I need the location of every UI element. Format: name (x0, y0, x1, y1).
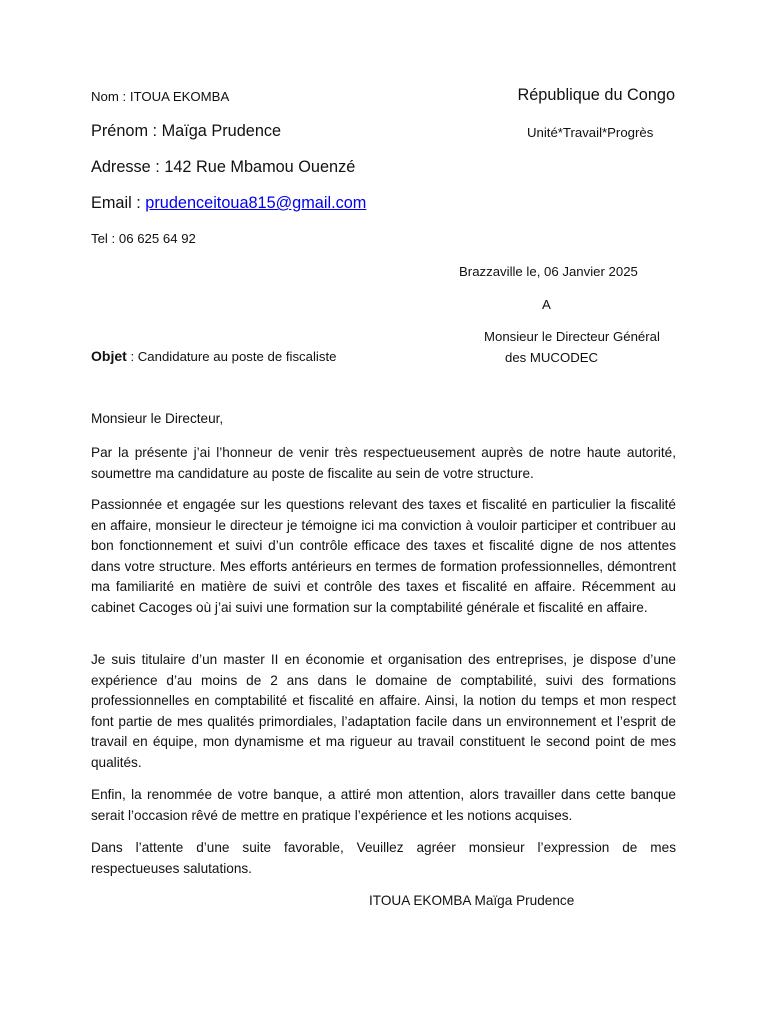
country-name: République du Congo (517, 86, 675, 104)
tel-label: Tel : (91, 231, 119, 246)
paragraph-5 (91, 838, 676, 879)
salutation: Monsieur le Directeur, (91, 411, 224, 426)
paragraph-2-text: Passionnée et engagée sur les questions relevant des taxes et fiscalité en particulier la fiscalité en affaire, monsieur le directeur je témoigne ici ma conviction à vouloir participer et contribuer au bon fonctionnement et suivi d’un contrôle efficace des taxes et fiscalité digne de nos attentes dans votre structure. Mes efforts antérieurs en termes de formation professionnelles, démontrent ma familiarité en matière de suivi et contrôle des taxes et fiscalité en affaire. Récemment au cabinet Cacoges où j’ai suivi une formation sur la comptabilité générale et fiscalité en affaire. (91, 497, 676, 615)
paragraph-3 (91, 650, 676, 774)
paragraph-2 (91, 495, 676, 619)
sender-adresse: 142 Rue Mbamou Ouenzé (164, 158, 356, 176)
country-motto: Unité*Travail*Progrès (527, 125, 654, 140)
sender-name-line (91, 89, 229, 104)
recipient-line-1: Monsieur le Directeur Général (484, 329, 660, 344)
sender-tel: 06 625 64 92 (118, 231, 196, 246)
prenom-label: Prénom : (91, 122, 162, 140)
recipient-a: A (542, 297, 551, 312)
paragraph-3-text: Je suis titulaire d’un master II en économie et organisation des entreprises, je dispose d’une expérience d’au moins de 2 ans dans le domaine de comptabilité, suivi des formations professionnelles en comptabilité et fiscalité en affaire. Ainsi, la notion du temps et mon respect font partie de mes qualités primordiales, l’adaptation facile dans un environnement et l’esprit de travail en équipe, mon dynamisme et ma rigueur au travail constituent le second point de mes qualités. (91, 652, 676, 770)
paragraph-4-text: Enfin, la renommée de votre banque, a attiré mon attention, alors travailler dans cette banque serait l’occasion rêvé de mettre en pratique l’expérience et les notions acquises. (91, 787, 676, 823)
paragraph-1 (91, 443, 676, 484)
sender-nom: ITOUA EKOMBA (129, 89, 230, 104)
sender-prenom: Maïga Prudence (161, 122, 282, 140)
email-label: Email : (91, 194, 146, 212)
paragraph-4 (91, 785, 676, 826)
paragraph-5-text: Dans l’attente d’une suite favorable, Veuillez agréer monsieur l’expression de mes respectueuses salutations. (91, 840, 676, 876)
objet-text: : Candidature au poste de fiscaliste (126, 349, 337, 364)
recipient-line-2: des MUCODEC (505, 350, 599, 365)
objet-label: Objet (91, 348, 127, 364)
signature: ITOUA EKOMBA Maïga Prudence (369, 893, 575, 908)
sender-prenom-line (91, 122, 281, 141)
paragraph-1-text: Par la présente j’ai l’honneur de venir très respectueusement auprès de notre haute autorité, soumettre ma candidature au poste de fiscalite au sein de votre structure. (91, 445, 676, 481)
sender-address-line (91, 158, 355, 177)
sender-email-line (91, 194, 366, 213)
objet-line (91, 348, 336, 366)
email-link[interactable]: prudenceitoua815@gmail.com (145, 194, 367, 212)
date-line: Brazzaville le, 06 Janvier 2025 (459, 264, 638, 279)
sender-tel-line (91, 231, 196, 246)
adresse-label: Adresse : (91, 158, 165, 176)
nom-label: Nom : (91, 89, 130, 104)
